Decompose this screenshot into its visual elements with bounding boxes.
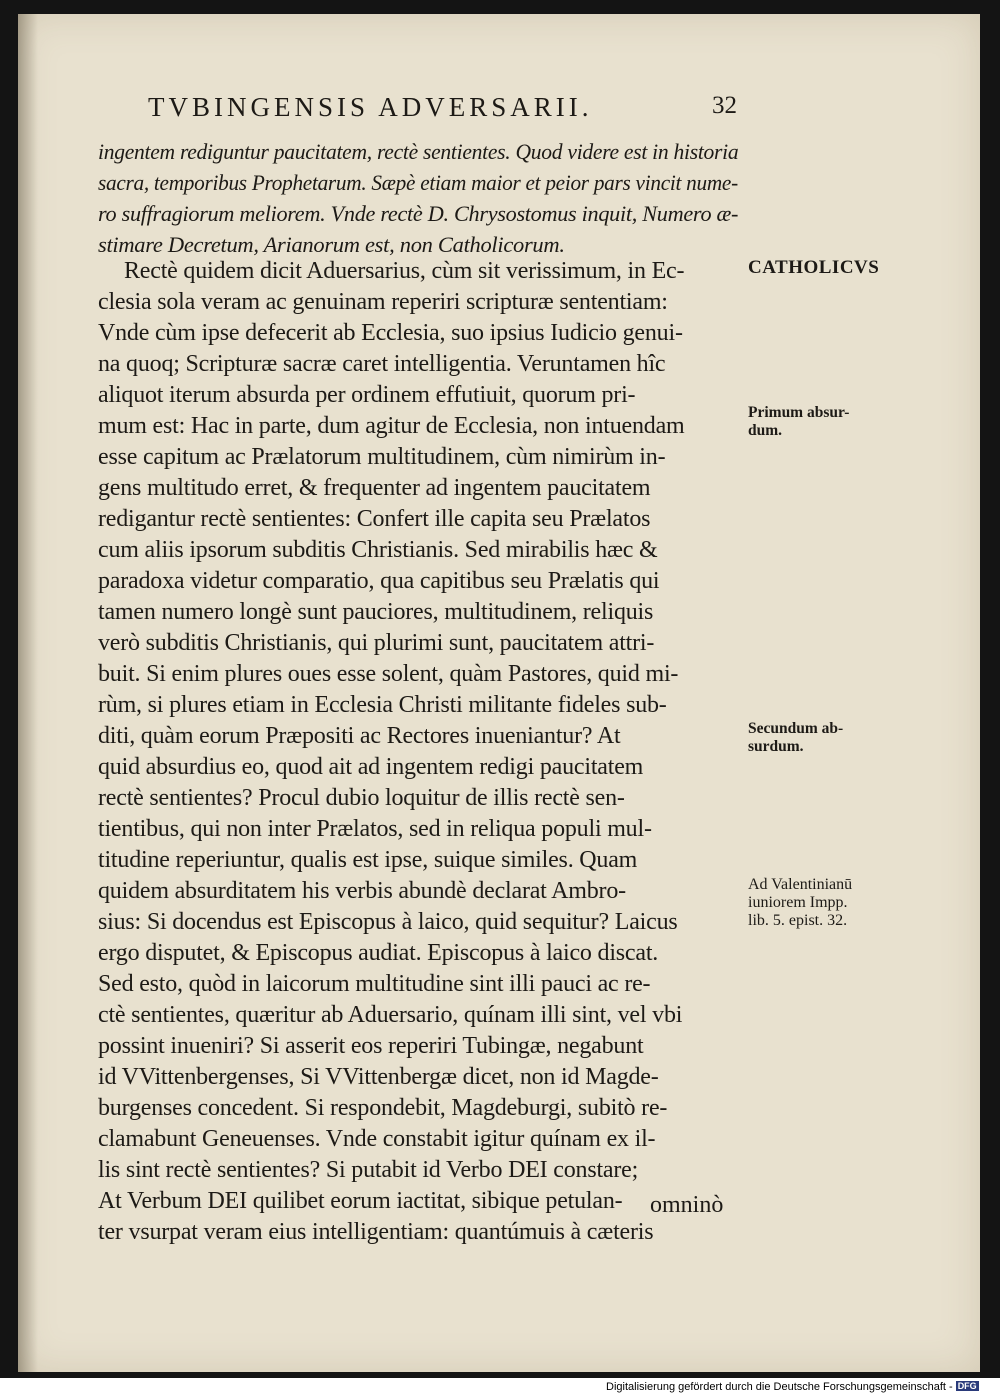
margin-note-line: lib. 5. epist. 32.	[748, 912, 848, 929]
body-line: quid absurdius eo, quod ait ad ingentem redigi paucitatem	[98, 754, 644, 780]
body-line: possint inueniri? Si asserit eos reperiri Tubingæ, negabunt	[98, 1033, 644, 1059]
body-line: ctè sentientes, quæritur ab Aduersario, quínam illi sint, vel vbi	[98, 1002, 683, 1028]
margin-note-catholicus: CATHOLICVS	[748, 257, 880, 278]
body-line: rectè sentientes? Procul dubio loquitur de illis rectè sen-	[98, 785, 625, 811]
body-line: esse capitum ac Prælatorum multitudinem, cùm nimirùm in-	[98, 444, 666, 470]
body-line: aliquot iterum absurda per ordinem effutiuit, quorum pri-	[98, 382, 636, 408]
body-line: mum est: Hac in parte, dum agitur de Ecclesia, non intuendam	[98, 413, 685, 439]
running-header: TVBINGENSIS ADVERSARII.	[148, 92, 593, 122]
quoted-adversary-text	[98, 136, 738, 260]
margin-note-line: Secundum ab-	[748, 720, 844, 737]
body-line: cum aliis ipsorum subditis Christianis. Sed mirabilis hæc &	[98, 537, 658, 563]
page-number: 32	[712, 92, 737, 119]
body-line: na quoq; Scripturæ sacræ caret intelligentia. Veruntamen hîc	[98, 351, 666, 377]
page-gutter-shadow	[18, 14, 38, 1372]
body-line: rùm, si plures etiam in Ecclesia Christi militante fideles sub-	[98, 692, 667, 718]
body-line: verò subditis Christianis, qui plurimi sunt, paucitatem attri-	[98, 630, 655, 656]
funding-footer	[606, 1381, 979, 1393]
margin-note-line: dum.	[748, 422, 783, 439]
body-line: clamabunt Geneuenses. Vnde constabit igitur quínam ex il-	[98, 1126, 656, 1152]
body-line: sius: Si docendus est Episcopus à laico, quid sequitur? Laicus	[98, 909, 678, 935]
body-line: clesia sola veram ac genuinam reperiri scripturæ sententiam:	[98, 289, 668, 315]
quote-line: ro suffragiorum meliorem. Vnde rectè D. Chrysostomus inquit, Numero æ-	[98, 201, 739, 226]
margin-note-reference	[748, 876, 852, 930]
margin-note-secundum	[748, 720, 843, 756]
body-line: diti, quàm eorum Præpositi ac Rectores inueniantur? At	[98, 723, 621, 749]
body-line: ergo disputet, & Episcopus audiat. Episcopus à laico discat.	[98, 940, 659, 966]
margin-note-line: Primum absur-	[748, 404, 850, 421]
quote-line: stimare Decretum, Arianorum est, non Catholicorum.	[98, 232, 565, 257]
dfg-logo: DFG	[957, 1381, 977, 1391]
body-line: id VVittenbergenses, Si VVittenbergæ dicet, non id Magde-	[98, 1064, 659, 1090]
body-line: tamen numero longè sunt pauciores, multitudinem, reliquis	[98, 599, 654, 625]
body-line: lis sint rectè sentientes? Si putabit id Verbo DEI constare;	[98, 1157, 639, 1183]
body-line: redigantur rectè sentientes: Confert ille capita seu Prælatos	[98, 506, 651, 532]
body-line: Rectè quidem dicit Aduersarius, cùm sit verissimum, in Ec-	[124, 258, 685, 284]
body-line: Sed esto, quòd in laicorum multitudine sint illi pauci ac re-	[98, 971, 651, 997]
body-line: Vnde cùm ipse defecerit ab Ecclesia, suo ipsius Iudicio genui-	[98, 320, 683, 346]
body-line: titudine reperiuntur, qualis est ipse, suique similes. Quam	[98, 847, 638, 873]
body-line: tientibus, qui non inter Prælatos, sed in reliqua populi mul-	[98, 816, 652, 842]
margin-note-line: iuniorem Impp.	[748, 894, 848, 911]
quote-line: ingentem rediguntur paucitatem, rectè sentientes. Quod videre est in historia	[98, 139, 739, 164]
margin-note-line: surdum.	[748, 738, 804, 755]
margin-note-primum	[748, 404, 849, 440]
quote-line: sacra, temporibus Prophetarum. Sæpè etiam maior et peior pars vincit nume-	[98, 170, 738, 195]
margin-note-line: Ad Valentinianū	[748, 876, 853, 893]
main-body-text	[98, 256, 740, 1248]
body-line: quidem absurditatem his verbis abundè declarat Ambro-	[98, 878, 626, 904]
body-line: At Verbum DEI quilibet eorum iactitat, sibique petulan-	[98, 1188, 623, 1214]
body-line: paradoxa videtur comparatio, qua capitibus seu Prælatis qui	[98, 568, 660, 594]
footer-text: Digitalisierung gefördert durch die Deutsche Forschungsgemeinschaft -	[606, 1381, 953, 1393]
body-line: burgenses concedent. Si respondebit, Magdeburgi, subitò re-	[98, 1095, 668, 1121]
body-line: gens multitudo erret, & frequenter ad ingentem paucitatem	[98, 475, 651, 501]
body-line: buit. Si enim plures oues esse solent, quàm Pastores, quid mi-	[98, 661, 679, 687]
catchword: omninò	[650, 1192, 724, 1218]
body-line: ter vsurpat veram eius intelligentiam: quantúmuis à cæteris	[98, 1219, 654, 1245]
